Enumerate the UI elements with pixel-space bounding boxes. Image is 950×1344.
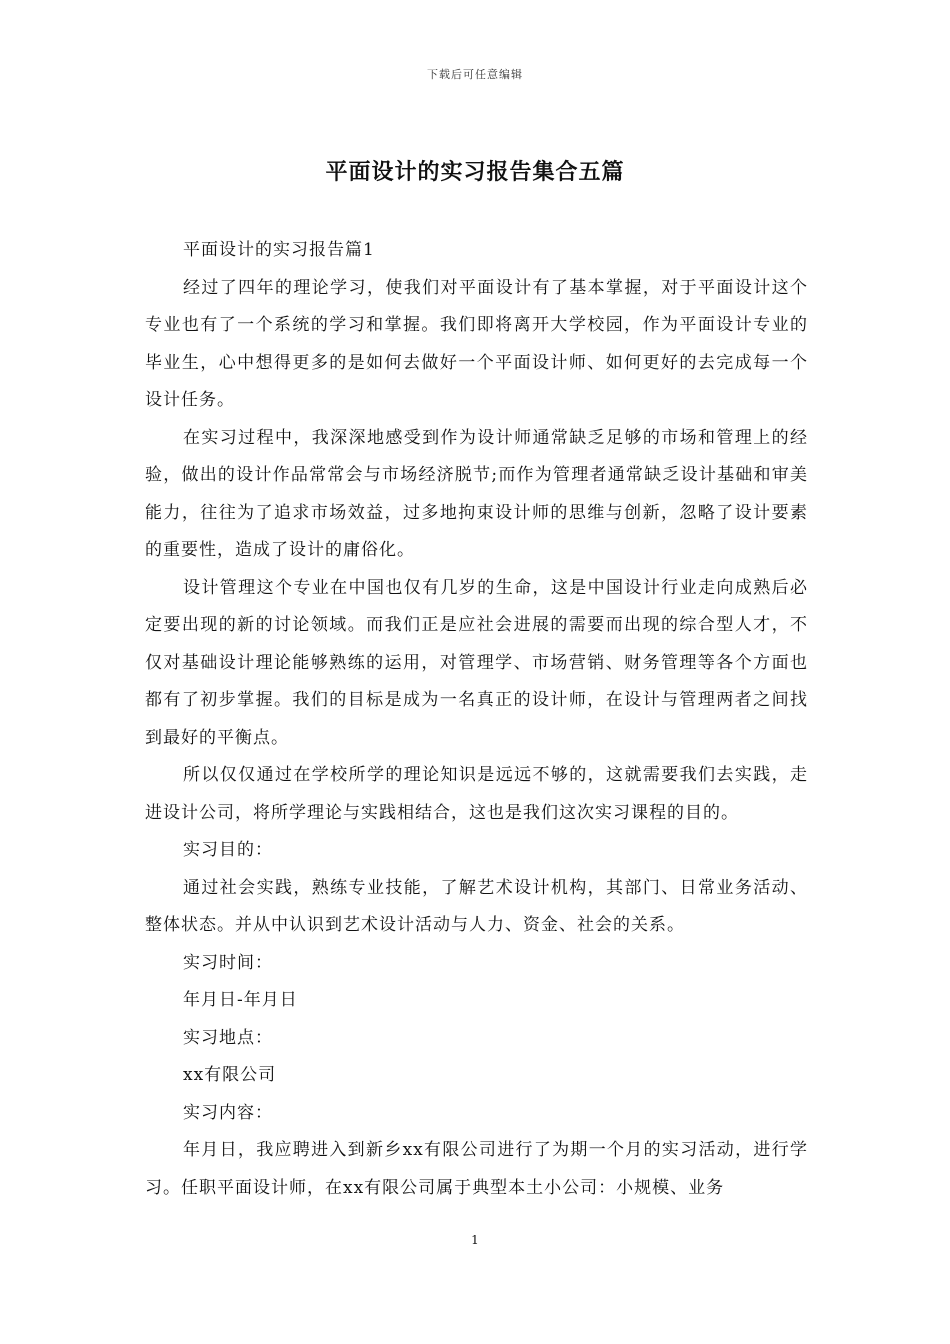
paragraph: 通过社会实践，熟练专业技能，了解艺术设计机构，其部门、日常业务活动、整体状态。并从中认识到艺术设计活动与人力、资金、社会的关系。 <box>145 877 808 935</box>
subheading-time: 实习时间： <box>183 952 273 973</box>
section-heading: 平面设计的实习报告篇1 <box>183 240 375 260</box>
document-body <box>145 232 808 1207</box>
subheading-location: 实习地点： <box>183 1027 273 1048</box>
paragraph: 年月日-年月日 <box>183 990 298 1010</box>
page-number: 1 <box>471 1233 479 1247</box>
header-note: 下载后可任意编辑 <box>427 68 523 81</box>
paragraph: 经过了四年的理论学习，使我们对平面设计有了基本掌握，对于平面设计这个专业也有了一个系统的学习和掌握。我们即将离开大学校园，作为平面设计专业的毕业生，心中想得更多的是如何去做好一个平面设计师、如何更好的去完成每一个设计任务。 <box>145 277 808 410</box>
paragraph: 设计管理这个专业在中国也仅有几岁的生命，这是中国设计行业走向成熟后必定要出现的新的讨论领域。而我们正是应社会进展的需要而出现的综合型人才，不仅对基础设计理论能够熟练的运用，对管理学、市场营销、财务管理等各个方面也都有了初步掌握。我们的目标是成为一名真正的设计师，在设计与管理两者之间找到最好的平衡点。 <box>145 577 808 748</box>
paragraph: xx有限公司 <box>183 1065 277 1085</box>
paragraph: 年月日，我应聘进入到新乡xx有限公司进行了为期一个月的实习活动，进行学习。任职平面设计师，在xx有限公司属于典型本土小公司：小规模、业务 <box>145 1140 808 1198</box>
paragraph: 在实习过程中，我深深地感受到作为设计师通常缺乏足够的市场和管理上的经验，做出的设计作品常常会与市场经济脱节;而作为管理者通常缺乏设计基础和审美能力，往往为了追求市场效益，过多地拘束设计师的思维与创新，忽略了设计要素的重要性，造成了设计的庸俗化。 <box>145 427 808 560</box>
paragraph: 所以仅仅通过在学校所学的理论知识是远远不够的，这就需要我们去实践，走进设计公司，将所学理论与实践相结合，这也是我们这次实习课程的目的。 <box>145 765 808 823</box>
document-title: 平面设计的实习报告集合五篇 <box>325 159 625 185</box>
subheading-content: 实习内容： <box>183 1102 273 1123</box>
subheading-purpose: 实习目的： <box>183 840 273 860</box>
